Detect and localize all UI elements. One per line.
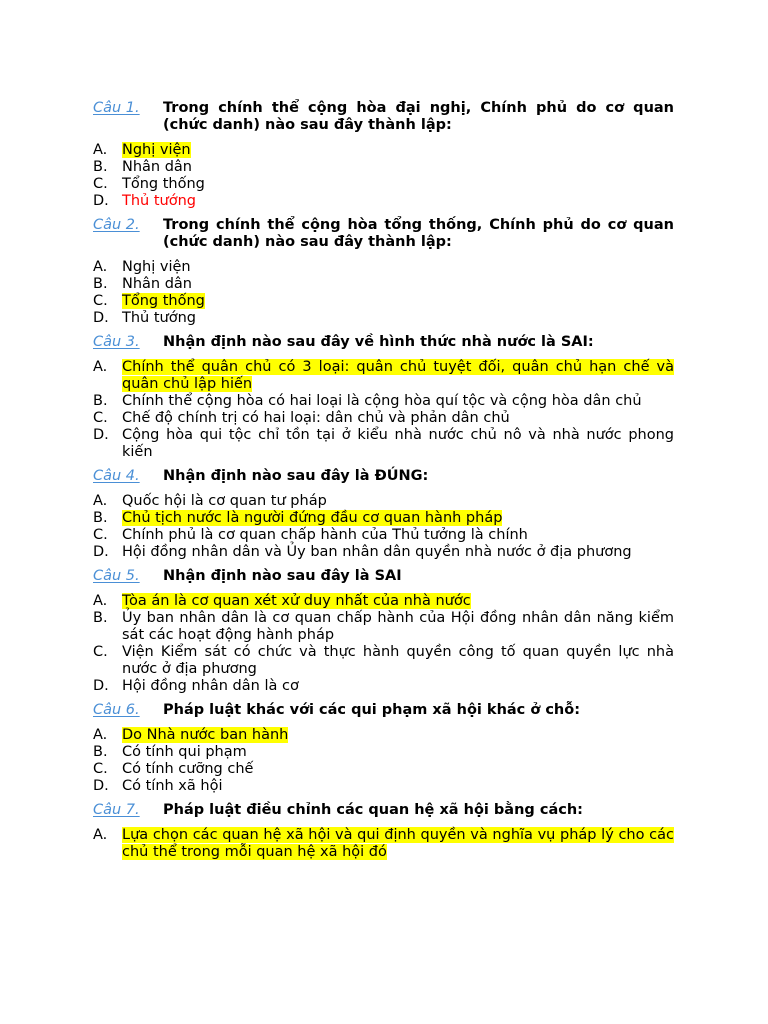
answer-option-d	[93, 193, 674, 210]
question-header	[93, 702, 674, 719]
answer-letter: D.	[93, 678, 109, 694]
question-header	[93, 217, 674, 251]
answer-text-highlighted: Chủ tịch nước là người đứng đầu cơ quan hành pháp	[122, 510, 503, 526]
answer-option-a	[93, 259, 674, 276]
answer-text-red: Thủ tướng	[122, 193, 196, 209]
question-header	[93, 568, 674, 585]
answer-text: Có tính xã hội	[122, 778, 223, 794]
answer-option-d	[93, 310, 674, 327]
question-text: Pháp luật khác với các qui phạm xã hội khác ở chỗ:	[163, 702, 581, 718]
question-number: Câu 6.	[93, 702, 140, 718]
answer-text: Có tính cưỡng chế	[122, 761, 254, 777]
answer-text: Nhân dân	[122, 159, 193, 175]
answer-text: Nhân dân	[122, 276, 193, 292]
answer-option-c	[93, 761, 674, 778]
answer-text: Tổng thống	[122, 176, 205, 192]
answer-option-d	[93, 427, 674, 461]
answer-option-a	[93, 359, 674, 393]
answer-letter: C.	[93, 527, 108, 543]
question-number: Câu 7.	[93, 802, 140, 818]
answer-letter: A.	[93, 727, 108, 743]
answer-text: Ủy ban nhân dân là cơ quan chấp hành của Hội đồng nhân dân năng kiểm sát các hoạt động hành pháp	[122, 610, 674, 643]
quiz-page	[93, 100, 674, 868]
answer-letter: A.	[93, 593, 108, 609]
answer-letter: D.	[93, 427, 109, 443]
answer-letter: B.	[93, 393, 108, 409]
question-2	[93, 217, 674, 327]
answer-letter: C.	[93, 761, 108, 777]
answer-option-a	[93, 727, 674, 744]
question-text: Pháp luật điều chỉnh các quan hệ xã hội bằng cách:	[163, 802, 583, 818]
question-number: Câu 3.	[93, 334, 140, 350]
answer-text-highlighted: Tổng thống	[122, 293, 205, 309]
question-text: Trong chính thể cộng hòa tổng thống, Chính phủ do cơ quan (chức danh) nào sau đây thành lập:	[163, 217, 674, 250]
answer-option-b	[93, 276, 674, 293]
question-number: Câu 1.	[93, 100, 140, 116]
question-number: Câu 2.	[93, 217, 140, 233]
answer-text: Nghị viện	[122, 259, 191, 275]
question-4	[93, 468, 674, 561]
question-header	[93, 468, 674, 485]
answer-letter: B.	[93, 744, 108, 760]
answer-letter: A.	[93, 493, 108, 509]
answer-letter: A.	[93, 259, 108, 275]
question-text: Trong chính thể cộng hòa đại nghị, Chính phủ do cơ quan (chức danh) nào sau đây thành lập:	[163, 100, 674, 133]
question-7	[93, 802, 674, 861]
answer-letter: C.	[93, 644, 108, 660]
answer-text-highlighted: Nghị viện	[122, 142, 191, 158]
question-text: Nhận định nào sau đây về hình thức nhà nước là SAI:	[163, 334, 594, 350]
answer-option-c	[93, 644, 674, 678]
answer-option-a	[93, 593, 674, 610]
answer-text: Cộng hòa qui tộc chỉ tồn tại ở kiểu nhà nước chủ nô và nhà nước phong kiến	[122, 427, 674, 460]
answer-option-b	[93, 744, 674, 761]
answer-option-c	[93, 176, 674, 193]
answer-option-c	[93, 527, 674, 544]
answer-option-d	[93, 678, 674, 695]
answer-letter: A.	[93, 142, 108, 158]
answer-text: Hội đồng nhân dân và Ủy ban nhân dân quyền nhà nước ở địa phương	[122, 544, 632, 560]
question-text: Nhận định nào sau đây là SAI	[163, 568, 402, 584]
question-number: Câu 4.	[93, 468, 140, 484]
answer-option-d	[93, 544, 674, 561]
answer-text: Chế độ chính trị có hai loại: dân chủ và phản dân chủ	[122, 410, 510, 426]
answer-text: Chính phủ là cơ quan chấp hành của Thủ tưởng là chính	[122, 527, 528, 543]
answer-option-c	[93, 293, 674, 310]
question-header	[93, 100, 674, 134]
answer-text-highlighted: Do Nhà nước ban hành	[122, 727, 289, 743]
answer-text-highlighted: Tòa án là cơ quan xét xử duy nhất của nhà nước	[122, 593, 471, 609]
question-number: Câu 5.	[93, 568, 140, 584]
question-text: Nhận định nào sau đây là ĐÚNG:	[163, 468, 429, 484]
answer-letter: B.	[93, 610, 108, 626]
answer-text: Có tính qui phạm	[122, 744, 247, 760]
answer-option-a	[93, 827, 674, 861]
answer-letter: B.	[93, 159, 108, 175]
answer-text-highlighted: Chính thể quân chủ có 3 loại: quân chủ tuyệt đối, quân chủ hạn chế và quân chủ lập hiến	[122, 359, 674, 392]
answer-letter: C.	[93, 293, 108, 309]
answer-letter: D.	[93, 193, 109, 209]
answer-letter: B.	[93, 510, 108, 526]
answer-option-b	[93, 510, 674, 527]
answer-option-c	[93, 410, 674, 427]
answer-option-a	[93, 142, 674, 159]
answer-letter: A.	[93, 827, 108, 843]
question-5	[93, 568, 674, 695]
answer-text-highlighted: Lựa chọn các quan hệ xã hội và qui định quyền và nghĩa vụ pháp lý cho các chủ thể trong mỗi quan hệ xã hội đó	[122, 827, 674, 860]
answer-letter: C.	[93, 176, 108, 192]
answer-letter: D.	[93, 544, 109, 560]
answer-text: Thủ tướng	[122, 310, 196, 326]
answer-letter: B.	[93, 276, 108, 292]
answer-letter: A.	[93, 359, 108, 375]
question-3	[93, 334, 674, 461]
answer-option-b	[93, 610, 674, 644]
answer-letter: D.	[93, 778, 109, 794]
answer-letter: D.	[93, 310, 109, 326]
answer-text: Chính thể cộng hòa có hai loại là cộng hòa quí tộc và cộng hòa dân chủ	[122, 393, 642, 409]
question-header	[93, 334, 674, 351]
answer-letter: C.	[93, 410, 108, 426]
question-1	[93, 100, 674, 210]
answer-text: Quốc hội là cơ quan tư pháp	[122, 493, 327, 509]
answer-option-a	[93, 493, 674, 510]
answer-text: Viện Kiểm sát có chức và thực hành quyền công tố quan quyền lực nhà nước ở địa phương	[122, 644, 674, 677]
answer-option-b	[93, 159, 674, 176]
question-header	[93, 802, 674, 819]
answer-option-b	[93, 393, 674, 410]
answer-text: Hội đồng nhân dân là cơ	[122, 678, 299, 694]
answer-option-d	[93, 778, 674, 795]
question-6	[93, 702, 674, 795]
